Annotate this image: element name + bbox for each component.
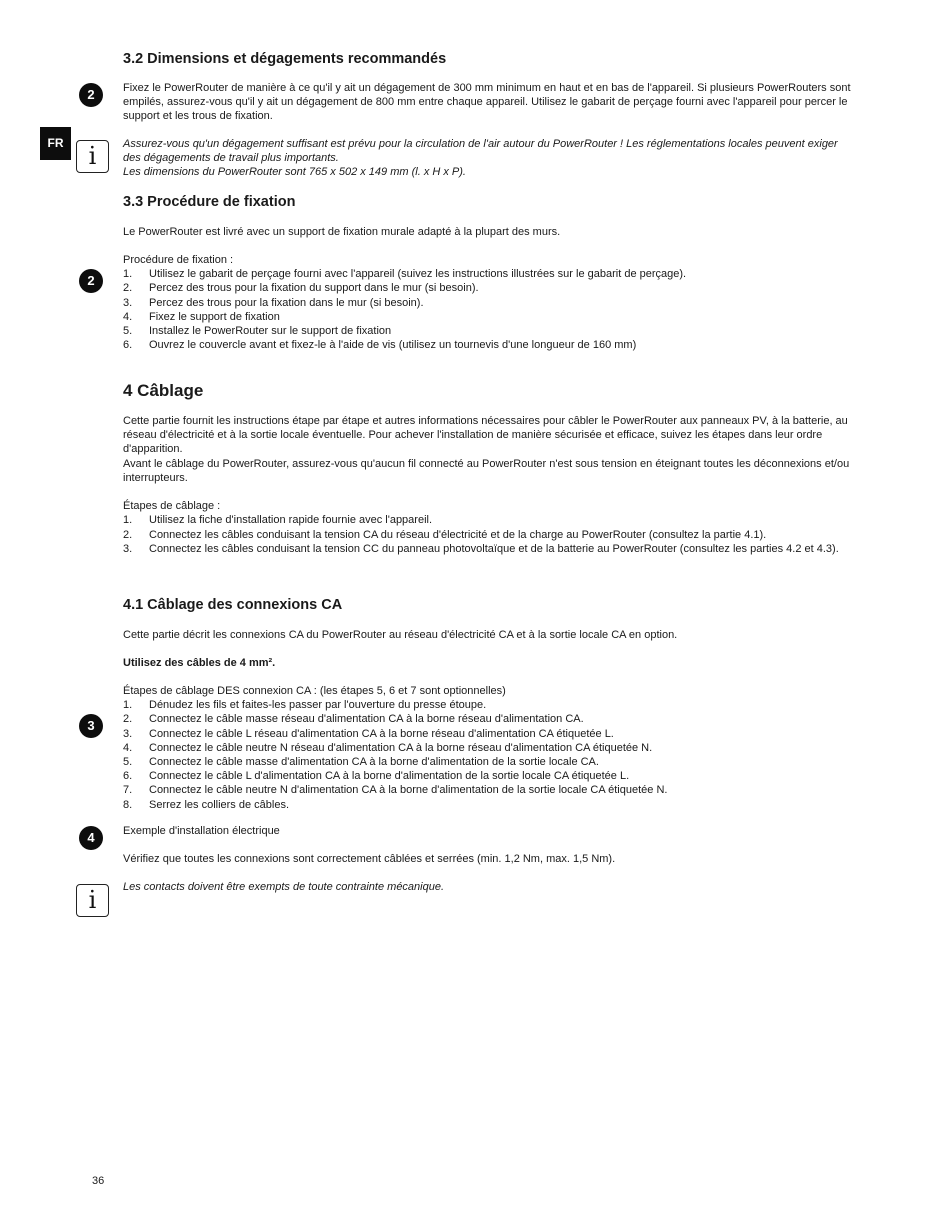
list-item (123, 542, 858, 556)
list-item (123, 698, 858, 712)
section-3-2-title: 3.2 Dimensions et dégagements recommandés (123, 51, 447, 67)
list-item-text: Connectez le câble L réseau d'alimentation CA à la borne réseau d'alimentation CA étiquetée L. (149, 727, 614, 740)
info-icon: i (76, 884, 109, 917)
list-item-number: 6. (123, 339, 133, 352)
list-item-number: 5. (123, 325, 133, 338)
chapter-4-paragraph: Cette partie fournit les instructions étape par étape et autres informations nécessaires pour câbler le PowerRouter aux panneaux PV, à la batterie, au réseau d'électricité et à la sortie locale éventuelle. Pour achever l'installation de manière sécurisée et efficace, suivez les étapes dans leur ordre d'apparition. (123, 415, 848, 456)
section-3-3-intro: Le PowerRouter est livré avec un support de fixation murale adapté à la plupart des murs. (123, 226, 561, 238)
list-item (123, 338, 858, 352)
note-dimensions: Les dimensions du PowerRouter sont 765 x 502 x 149 mm (l. x H x P). (123, 166, 466, 179)
language-tab: FR (40, 127, 71, 160)
page-number: 36 (92, 1175, 105, 1187)
list-item-number: 5. (123, 756, 133, 769)
list-item (123, 798, 858, 812)
list-item (123, 741, 858, 755)
list-item-number: 1. (123, 268, 133, 281)
list-title: Procédure de fixation : (123, 254, 234, 266)
list-item (123, 281, 858, 295)
list-item (123, 755, 858, 769)
ac-steps-list (123, 698, 858, 812)
fixing-procedure (123, 253, 858, 352)
list-item-text: Percez des trous pour la fixation du support dans le mur (si besoin). (149, 282, 479, 295)
list-item-text: Dénudez les fils et faites-les passer par l'ouverture du presse étoupe. (149, 699, 487, 712)
list-item (123, 267, 858, 281)
list-item (123, 712, 858, 726)
list-item-text: Connectez le câble masse d'alimentation CA à la borne d'alimentation de la sortie locale CA. (149, 756, 599, 769)
section-4-1-intro: Cette partie décrit les connexions CA du PowerRouter au réseau d'électricité CA et à la sortie locale CA en option. (123, 629, 678, 641)
list-item-number: 2. (123, 713, 133, 726)
list-item-text: Connectez les câbles conduisant la tension CA du réseau d'électricité et de la charge au PowerRouter (consultez la partie 4.1). (149, 528, 767, 541)
installation-example: Exemple d'installation électrique (123, 825, 280, 837)
list-item-text: Serrez les colliers de câbles. (149, 798, 290, 811)
figure-ref-badge: 3 (79, 714, 103, 738)
list-title: Étapes de câblage DES connexion CA : (les étapes 5, 6 et 7 sont optionnelles) (123, 685, 506, 697)
list-item (123, 783, 858, 797)
list-item-number: 8. (123, 798, 133, 811)
list-item (123, 324, 858, 338)
figure-ref-badge: 2 (79, 83, 103, 107)
list-item-number: 2. (123, 282, 133, 295)
chapter-4-body (123, 414, 858, 556)
list-item-text: Ouvrez le couvercle avant et fixez-le à l'aide de vis (utilisez un tournevis d'une longueur de 160 mm) (149, 339, 637, 352)
list-item-number: 1. (123, 699, 133, 712)
list-item-text: Utilisez le gabarit de perçage fourni avec l'appareil (suivez les instructions illustrées sur le gabarit de perçage). (149, 268, 687, 281)
list-item-number: 2. (123, 528, 133, 541)
list-item-number: 6. (123, 770, 133, 783)
list-item-text: Installez le PowerRouter sur le support de fixation (149, 325, 392, 338)
note-line: Assurez-vous qu'un dégagement suffisant est prévu pour la circulation de l'air autour du PowerRouter ! Les réglementations locales peuvent exiger des dégagements de travail plus importants. (123, 138, 838, 165)
list-item-number: 4. (123, 310, 133, 323)
list-item (123, 310, 858, 324)
list-item-number: 3. (123, 296, 133, 309)
figure-ref-badge: 2 (79, 269, 103, 293)
list-item-number: 1. (123, 514, 133, 527)
figure-ref-badge: 4 (79, 826, 103, 850)
section-3-3-title: 3.3 Procédure de fixation (123, 194, 296, 210)
list-item (123, 727, 858, 741)
section-3-2-paragraph: Fixez le PowerRouter de manière à ce qu'il y ait un dégagement de 300 mm minimum en haut et en bas de l'appareil. Si plusieurs PowerRouters sont empilés, assurez-vous qu'il y ait un dégagement de 800 mm entre chaque appareil. Utilisez le gabarit de perçage fourni avec l'appareil pour percer le support et les trous de fixation. (123, 82, 851, 123)
list-item-text: Connectez les câbles conduisant la tension CC du panneau photovoltaïque et de la batterie au PowerRouter (consultez les parties 4.2 et 4.3). (149, 542, 839, 555)
verify-connections: Vérifiez que toutes les connexions sont correctement câblées et serrées (min. 1,2 Nm, max. 1,5 Nm). (123, 853, 616, 865)
info-icon: i (76, 140, 109, 173)
section-4-1-title: 4.1 Câblage des connexions CA (123, 597, 343, 613)
list-item-text: Utilisez la fiche d'installation rapide fournie avec l'appareil. (149, 514, 433, 527)
list-item-number: 3. (123, 727, 133, 740)
list-item-text: Percez des trous pour la fixation dans le mur (si besoin). (149, 296, 424, 309)
list-item-text: Connectez le câble masse réseau d'alimentation CA à la borne réseau d'alimentation CA. (149, 713, 584, 726)
list-item-text: Connectez le câble neutre N d'alimentation CA à la borne d'alimentation de la sortie locale CA étiquetée N. (149, 784, 668, 797)
list-item-text: Connectez le câble L d'alimentation CA à la borne d'alimentation de la sortie locale CA étiquetée L. (149, 770, 630, 783)
cable-size-note: Utilisez des câbles de 4 mm². (123, 657, 276, 669)
list-item-number: 7. (123, 784, 133, 797)
list-item-text: Connectez le câble neutre N réseau d'alimentation CA à la borne réseau d'alimentation CA étiquetée N. (149, 741, 653, 754)
chapter-4-warning: Avant le câblage du PowerRouter, assurez-vous qu'aucun fil connecté au PowerRouter n'est sous tension en éteignant toutes les déconnexions et/ou interrupteurs. (123, 457, 850, 484)
mechanical-stress-note: Les contacts doivent être exempts de toute contrainte mécanique. (123, 881, 445, 893)
list-item (123, 513, 858, 527)
list-item (123, 769, 858, 783)
list-title: Étapes de câblage : (123, 500, 221, 513)
section-3-2-note (123, 137, 858, 180)
wiring-steps-list (123, 513, 858, 556)
ac-wiring-steps (123, 684, 858, 812)
list-item (123, 528, 858, 542)
fixing-steps-list (123, 267, 858, 352)
list-item (123, 296, 858, 310)
list-item-number: 4. (123, 741, 133, 754)
chapter-4-title: 4 Câblage (123, 381, 204, 400)
list-item-number: 3. (123, 542, 133, 555)
list-item-text: Fixez le support de fixation (149, 310, 280, 323)
